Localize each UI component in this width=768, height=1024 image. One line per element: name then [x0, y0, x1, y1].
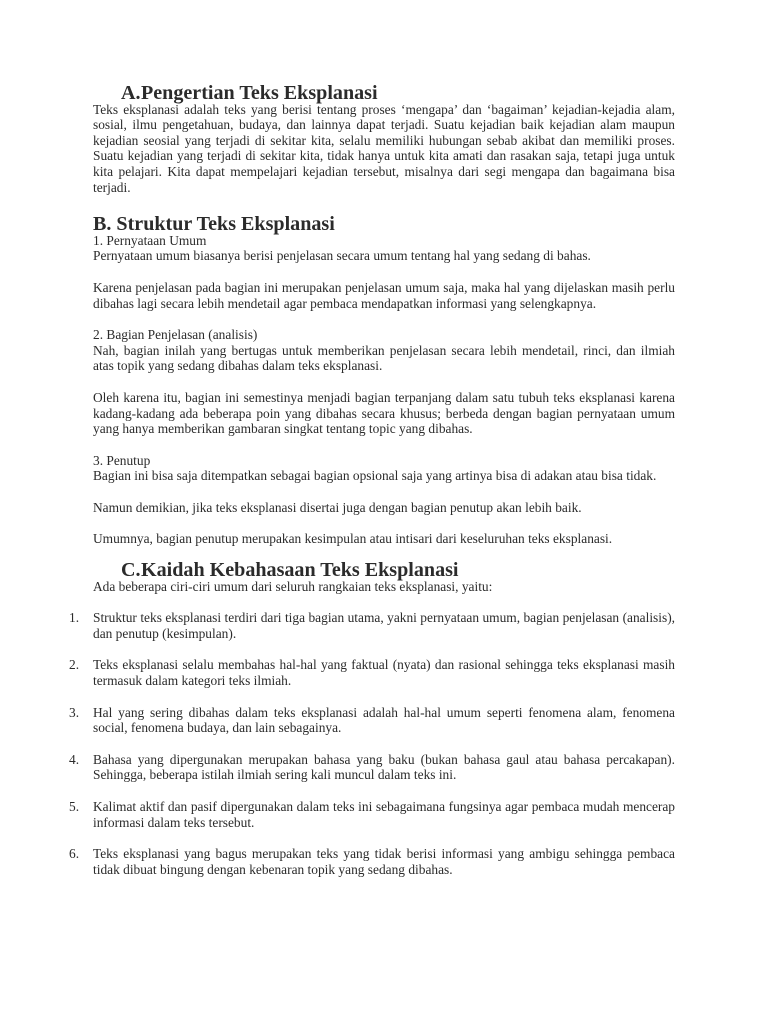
list-item-text: Hal yang sering dibahas dalam teks eksplanasi adalah hal-hal umum seperti fenomena alam, fenomena social, fenomena budaya, dan lain sebagainya.	[93, 704, 675, 736]
rules-list	[69, 610, 675, 877]
section-c-label: C.	[121, 559, 141, 582]
part1-heading: 1. Pernyataan Umum	[93, 232, 207, 248]
list-item	[69, 610, 675, 641]
list-item-text: Struktur teks eksplanasi terdiri dari tiga bagian utama, yakni pernyataan umum, bagian penjelasan (analisis), dan penutup (kesimpulan).	[93, 610, 675, 641]
part3-heading: 3. Penutup	[93, 452, 151, 468]
list-item-number: 5.	[69, 799, 80, 814]
section-c-intro: Ada beberapa ciri-ciri umum dari seluruh rangkaian teks eksplanasi, yaitu:	[93, 578, 493, 594]
list-item-number: 2.	[69, 657, 80, 673]
list-item-text: Kalimat aktif dan pasif dipergunakan dalam teks ini sebagaimana fungsinya agar pembaca mudah mencerap informasi dalam teks tersebut.	[93, 799, 675, 830]
document-body	[69, 82, 675, 893]
section-c-heading	[93, 559, 675, 582]
part2-heading: 2. Bagian Penjelasan (analisis)	[93, 327, 258, 343]
list-item	[69, 799, 675, 830]
part3-paragraph-3: Umumnya, bagian penutup merupakan kesimpulan atau intisari dari keseluruhan teks eksplanasi.	[93, 531, 613, 547]
list-item	[69, 751, 675, 783]
list-item	[69, 846, 675, 877]
part3-paragraph-2: Namun demikian, jika teks eksplanasi disertai juga dengan bagian penutup akan lebih baik.	[93, 499, 582, 515]
list-item-number: 3.	[69, 704, 80, 720]
part1-paragraph-1: Pernyataan umum biasanya berisi penjelasan secara umum tentang hal yang sedang di bahas.	[93, 248, 591, 264]
list-item-number: 6.	[69, 846, 80, 862]
part3-paragraph-1: Bagian ini bisa saja ditempatkan sebagai bagian opsional saja yang artinya bisa di adakan atau bisa tidak.	[93, 468, 657, 484]
section-a-label: A.	[121, 82, 141, 104]
list-item-text: Bahasa yang dipergunakan merupakan bahasa yang baku (bukan bahasa gaul atau bahasa percakapan). Sehingga, beberapa istilah ilmiah sering kali muncul dalam teks ini.	[93, 751, 675, 783]
list-item-text: Teks eksplanasi selalu membahas hal-hal yang faktual (nyata) dan rasional sehingga teks eksplanasi masih termasuk dalam kategori teks ilmiah.	[93, 657, 675, 689]
part2-paragraph-1: Nah, bagian inilah yang bertugas untuk memberikan penjelasan secara lebih mendetail, rinci, dan ilmiah atas topik yang sedang dibahas dalam teks eksplanasi.	[93, 342, 675, 374]
section-a-paragraph: Teks eksplanasi adalah teks yang berisi tentang proses ‘mengapa’ dan ‘bagaiman’ kejadian-kejadia alam, sosial, ilmu pengetahuan, budaya, dan lainnya dapat terjadi. Suatu kejadian baik kejadian alam maupun kejadian seosial yang terjadi di sekitar kita, selalu memiliki hubungan sebab akibat dan memiliki proses. Suatu kejadian yang terjadi di sekitar kita, tidak hanya untuk kita amati dan rasakan saja, tetapi juga untuk kita pelajari. Kita dapat mempelajari kejadian tersebut, misalnya dari segi mengapa dan bagaimana bisa terjadi.	[93, 101, 675, 195]
list-item	[69, 704, 675, 736]
section-b-heading: B. Struktur Teks Eksplanasi	[93, 213, 335, 236]
part2-paragraph-2: Oleh karena itu, bagian ini semestinya menjadi bagian terpanjang dalam satu tubuh teks eksplanasi karena kadang-kadang ada beberapa poin yang dibahas secara khusus; berbeda dengan bagian pernyataan umum yang hanya memberikan gambaran singkat tentang topic yang dibahas.	[93, 389, 675, 437]
section-c-title: Kaidah Kebahasaan Teks Eksplanasi	[141, 559, 459, 582]
section-a-title: Pengertian Teks Eksplanasi	[141, 82, 378, 104]
section-a-heading	[93, 82, 675, 104]
list-item-number: 1.	[69, 610, 80, 626]
list-item-text: Teks eksplanasi yang bagus merupakan teks yang tidak berisi informasi yang ambigu sehingga pembaca tidak dibuat bingung dengan kebenaran topik yang sedang dibahas.	[93, 846, 675, 877]
part1-paragraph-2: Karena penjelasan pada bagian ini merupakan penjelasan umum saja, maka hal yang dijelaskan masih perlu dibahas lagi secara lebih mendetail agar pembaca mendapatkan informasi yang selengkapnya.	[93, 279, 675, 311]
list-item	[69, 657, 675, 689]
list-item-number: 4.	[69, 751, 80, 767]
